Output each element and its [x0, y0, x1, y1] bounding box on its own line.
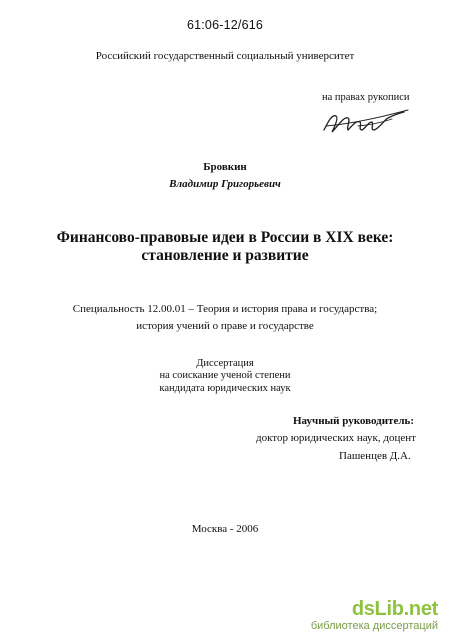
dissertation-label: Диссертация — [196, 358, 254, 369]
specialty-line-2: история учений о праве и государстве — [136, 320, 314, 332]
author-surname: Бровкин — [203, 161, 247, 173]
advisor-degree: доктор юридических наук, доцент — [256, 432, 416, 444]
specialty-line-1: Специальность 12.00.01 – Теория и история права и государства; — [72, 303, 378, 315]
university-name: Российский государственный социальный университет — [95, 50, 355, 62]
site-watermark — [311, 598, 438, 633]
advisor-heading: Научный руководитель: — [293, 415, 414, 427]
advisor-name: Пашенцев Д.А. — [339, 450, 411, 462]
handwritten-signature — [318, 104, 414, 138]
author-given-names: Владимир Григорьевич — [169, 178, 281, 190]
place-and-year: Москва - 2006 — [191, 523, 259, 535]
watermark-logo: dsLib.net — [351, 598, 438, 620]
dissertation-title-line-2: становление и развитие — [141, 247, 309, 264]
dissertation-title-line-1: Финансово-правовые идеи в России в XIX веке: — [56, 229, 394, 246]
degree-purpose: на соискание ученой степени — [159, 370, 291, 381]
watermark-tagline: библиотека диссертаций — [310, 620, 438, 632]
document-code: 61:06-12/616 — [186, 18, 264, 32]
rights-note: на правах рукописи — [322, 92, 410, 103]
degree-name: кандидата юридических наук — [159, 383, 291, 394]
